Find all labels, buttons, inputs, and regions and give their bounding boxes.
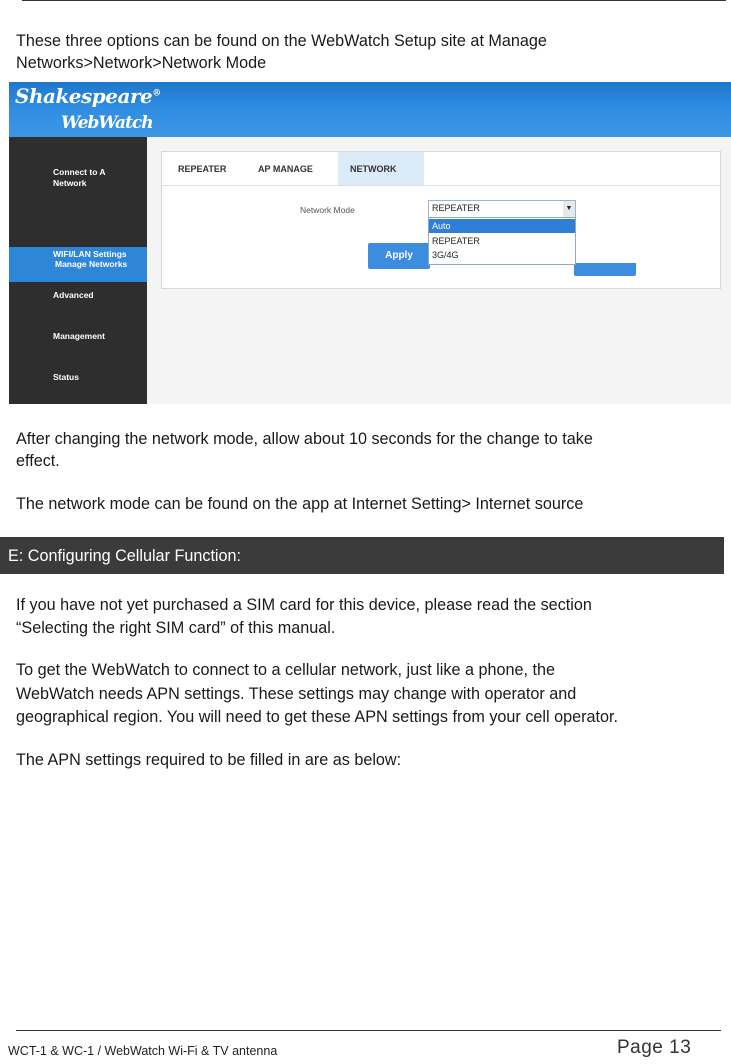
network-mode-dropdown (428, 217, 576, 265)
network-mode-value: REPEATER (432, 203, 480, 213)
apply-button[interactable]: Apply (368, 243, 430, 269)
sidebar-item-status[interactable]: Status (53, 372, 79, 382)
tab-repeater[interactable]: REPEATER (178, 164, 227, 174)
body-p2-line-1: To get the WebWatch to connect to a cellular network, just like a phone, the (16, 661, 555, 679)
option-repeater[interactable]: REPEATER (432, 236, 480, 246)
top-divider (22, 0, 726, 1)
body-p3-line-1: The APN settings required to be filled in are as below: (16, 751, 402, 769)
sidebar-item-manage-networks[interactable]: Manage Networks (9, 247, 147, 282)
sidebar-item-management[interactable]: Management (53, 331, 105, 341)
chevron-down-icon[interactable]: ▼ (563, 201, 575, 217)
network-panel (161, 151, 721, 289)
sidebar-item-advanced[interactable]: Advanced (53, 290, 94, 300)
sidebar-item-wifi-lan[interactable]: WIFI/LAN Settings (53, 249, 127, 259)
footer-doc-title: WCT-1 & WC-1 / WebWatch Wi-Fi & TV antenna (8, 1044, 278, 1058)
screenshot-sidebar (9, 137, 147, 404)
page-number: Page 13 (617, 1037, 692, 1058)
section-header-bar (0, 537, 724, 574)
option-3g-4g[interactable]: 3G/4G (432, 250, 459, 260)
cancel-button-edge[interactable] (574, 263, 636, 276)
body-p1-line-1: If you have not yet purchased a SIM card for this device, please read the section (16, 596, 592, 614)
intro-line-2: Networks>Network>Network Mode (16, 54, 267, 72)
section-title: E: Configuring Cellular Function: (8, 547, 242, 565)
body-p2-line-2: WebWatch needs APN settings. These settings may change with operator and (16, 685, 577, 703)
network-mode-label: Network Mode (300, 205, 355, 215)
body-p1-line-2: “Selecting the right SIM card” of this manual. (16, 619, 336, 637)
tabs-divider (162, 185, 720, 186)
intro-line-1: These three options can be found on the WebWatch Setup site at Manage (16, 32, 547, 50)
shakespeare-logo: Shakespeare® (15, 84, 161, 108)
tab-ap-manage[interactable]: AP MANAGE (258, 164, 313, 174)
tab-network[interactable]: NETWORK (350, 164, 397, 174)
body-p2-line-3: geographical region. You will need to get these APN settings from your cell operator. (16, 708, 619, 726)
sidebar-item-connect[interactable]: Connect to A Network (53, 167, 106, 188)
after-line-1: After changing the network mode, allow about 10 seconds for the change to take (16, 430, 593, 448)
option-auto[interactable]: Auto (429, 219, 575, 233)
screenshot-header (9, 82, 731, 137)
after-line-3: The network mode can be found on the app at Internet Setting> Internet source (16, 495, 584, 513)
webwatch-setup-screenshot (9, 82, 731, 404)
after-line-2: effect. (16, 452, 60, 470)
webwatch-logo: WebWatch (61, 113, 153, 133)
network-mode-select[interactable] (428, 200, 576, 218)
footer-divider (16, 1030, 721, 1031)
